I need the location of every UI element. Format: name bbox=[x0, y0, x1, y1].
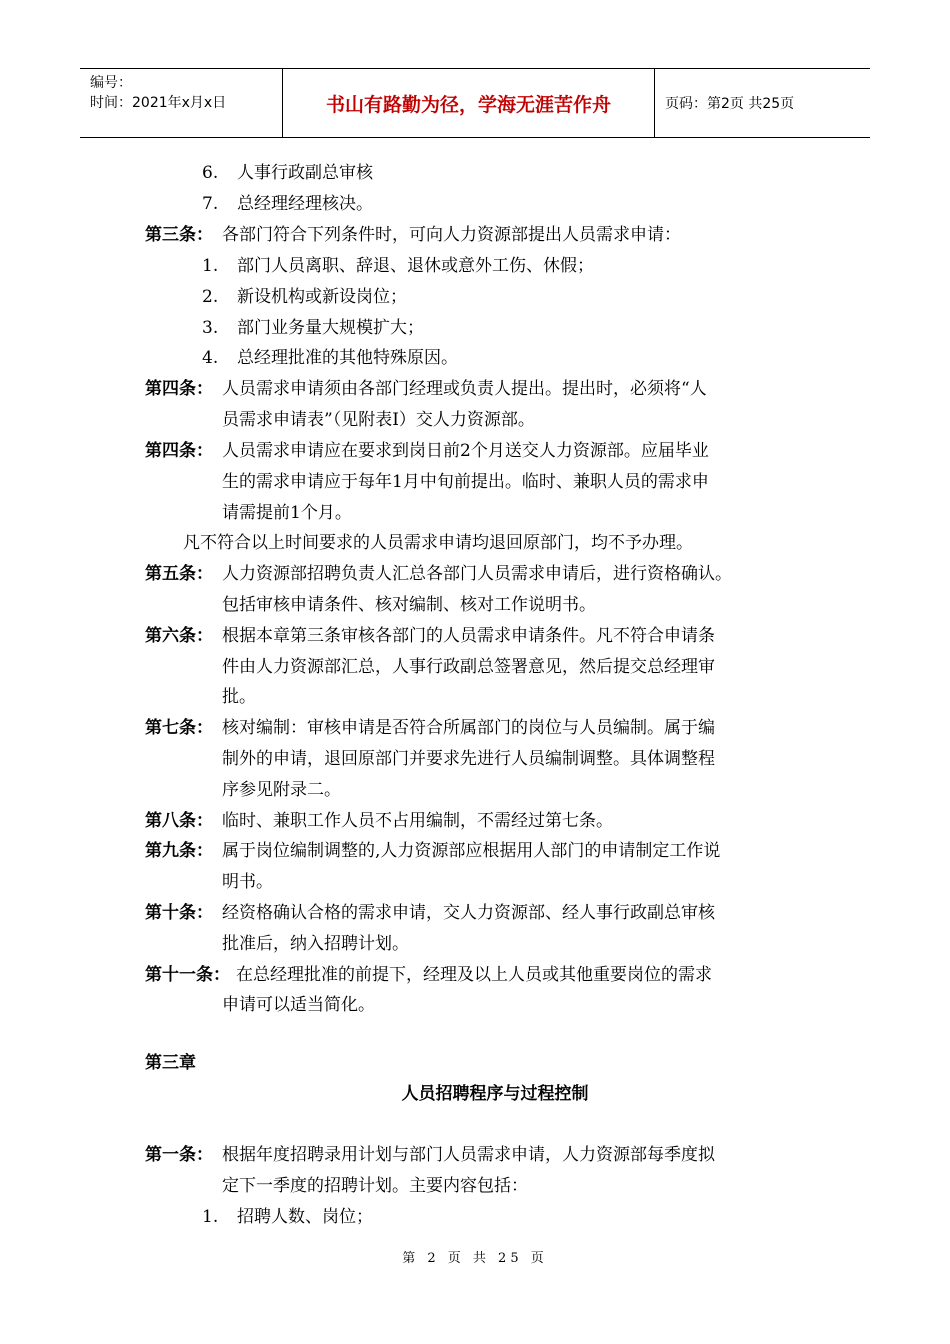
list-number: 2. bbox=[202, 287, 219, 307]
list-item: 总经理经理核决。 bbox=[237, 194, 373, 214]
article-text: 临时、兼职工作人员不占用编制，不需经过第七条。 bbox=[222, 811, 613, 831]
list-item: 部门业务量大规模扩大； bbox=[237, 318, 424, 338]
article-text: 员需求申请表”（见附表Ⅰ）交人力资源部。 bbox=[222, 410, 535, 430]
chapter-title: 人员招聘程序与过程控制 bbox=[401, 1084, 589, 1104]
article-text: 核对编制：审核申请是否符合所属部门的岗位与人员编制。属于编 bbox=[222, 718, 715, 738]
doc-date: 时间：2021年x月x日 bbox=[90, 95, 227, 111]
article-text: 根据年度招聘录用计划与部门人员需求申请，人力资源部每季度拟 bbox=[222, 1145, 715, 1165]
list-item: 新设机构或新设岗位； bbox=[237, 287, 407, 307]
article-text: 定下一季度的招聘计划。主要内容包括： bbox=[222, 1176, 528, 1196]
list-number: 7. bbox=[202, 194, 219, 214]
article-text: 各部门符合下列条件时，可向人力资源部提出人员需求申请： bbox=[222, 225, 681, 245]
article-text: 批。 bbox=[222, 687, 256, 707]
list-number: 1. bbox=[202, 1207, 219, 1227]
page-footer: 第 2 页 共 25 页 bbox=[402, 1251, 548, 1266]
header-meta bbox=[80, 69, 282, 137]
article-label: 第五条： bbox=[145, 564, 213, 584]
article-text: 生的需求申请应于每年1月中旬前提出。临时、兼职人员的需求申 bbox=[222, 472, 709, 492]
article-label: 第十条： bbox=[145, 903, 213, 923]
article-text: 包括审核申请条件、核对编制、核对工作说明书。 bbox=[222, 595, 596, 615]
list-number: 6. bbox=[202, 163, 219, 183]
article-text: 申请可以适当简化。 bbox=[222, 995, 375, 1015]
list-number: 3. bbox=[202, 318, 219, 338]
list-number: 4. bbox=[202, 348, 219, 368]
article-label: 第八条： bbox=[145, 811, 213, 831]
doc-number: 编号： bbox=[90, 75, 132, 91]
article-label: 第七条： bbox=[145, 718, 213, 738]
article-label: 第四条： bbox=[145, 441, 213, 461]
article-label: 第一条： bbox=[145, 1145, 213, 1165]
list-number: 1. bbox=[202, 256, 219, 276]
list-item: 人事行政副总审核 bbox=[237, 163, 373, 183]
article-text: 在总经理批准的前提下，经理及以上人员或其他重要岗位的需求 bbox=[236, 965, 712, 985]
header-motto: 书山有路勤为径，学海无涯苦作舟 bbox=[282, 69, 655, 137]
article-text: 属于岗位编制调整的,人力资源部应根据用人部门的申请制定工作说 bbox=[222, 841, 721, 861]
article-text: 根据本章第三条审核各部门的人员需求申请条件。凡不符合申请条 bbox=[222, 626, 715, 646]
list-item: 总经理批准的其他特殊原因。 bbox=[237, 348, 458, 368]
chapter-heading: 第三章 bbox=[145, 1053, 196, 1073]
article-text: 件由人力资源部汇总，人事行政副总签署意见，然后提交总经理审 bbox=[222, 657, 715, 677]
article-text: 序参见附录二。 bbox=[222, 780, 341, 800]
article-text: 明书。 bbox=[222, 872, 273, 892]
article-label: 第六条： bbox=[145, 626, 213, 646]
paragraph: 凡不符合以上时间要求的人员需求申请均退回原部门，均不予办理。 bbox=[183, 533, 693, 553]
article-text: 人力资源部招聘负责人汇总各部门人员需求申请后，进行资格确认。 bbox=[222, 564, 732, 584]
article-text: 请需提前1个月。 bbox=[222, 503, 352, 523]
article-text: 人员需求申请须由各部门经理或负责人提出。提出时，必须将“人 bbox=[222, 379, 707, 399]
header-page-number: 页码：第2页 共25页 bbox=[665, 96, 795, 112]
article-text: 制外的申请，退回原部门并要求先进行人员编制调整。具体调整程 bbox=[222, 749, 715, 769]
article-text: 经资格确认合格的需求申请，交人力资源部、经人事行政副总审核 bbox=[222, 903, 715, 923]
article-label: 第四条： bbox=[145, 379, 213, 399]
article-text: 批准后，纳入招聘计划。 bbox=[222, 934, 409, 954]
article-label: 第三条： bbox=[145, 225, 213, 245]
article-text: 人员需求申请应在要求到岗日前2个月送交人力资源部。应届毕业 bbox=[222, 441, 709, 461]
list-item: 招聘人数、岗位； bbox=[237, 1207, 373, 1227]
page-header bbox=[80, 68, 870, 138]
article-label: 第九条： bbox=[145, 841, 213, 861]
article-label: 第十一条： bbox=[145, 965, 230, 985]
list-item: 部门人员离职、辞退、退休或意外工伤、休假； bbox=[237, 256, 594, 276]
